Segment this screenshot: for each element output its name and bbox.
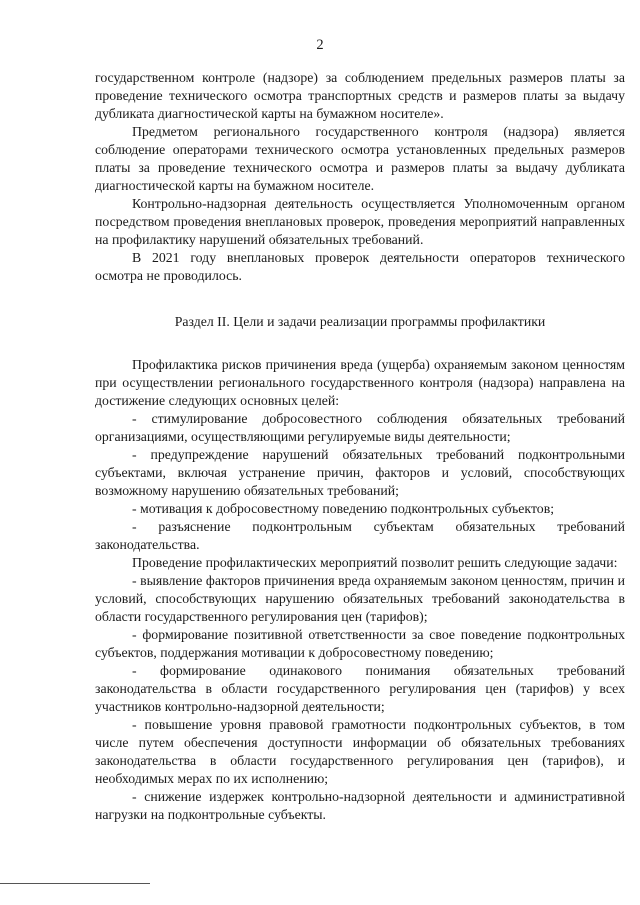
paragraph-prevention-goals: Профилактика рисков причинения вреда (ущерба) охраняемым законом ценностям при осуществлении регионального государственного контроля (надзора) направлена на достижение следующих основных целей: — [95, 357, 625, 408]
paragraph-inspections-2021: В 2021 году внеплановых проверок деятельности операторов технического осмотра не проводилось. — [95, 250, 625, 283]
page-number: 2 — [316, 37, 324, 53]
list-item-task: - повышение уровня правовой грамотности подконтрольных субъектов, в том числе путем обеспечения доступности информации об обязательных требованиях законодательства в области государственного регулирования цен (тарифов), и необходимых мерах по их исполнению; — [95, 717, 625, 786]
list-item-task: - выявление факторов причинения вреда охраняемым законом ценностям, причин и условий, способствующих нарушению обязательных требований законодательства в области государственного регулирования цен (тарифов); — [95, 573, 625, 624]
list-item-goal: - стимулирование добросовестного соблюдения обязательных требований организациями, осуществляющими регулируемые виды деятельности; — [95, 411, 625, 444]
document-body — [95, 69, 625, 824]
list-item-task: - формирование позитивной ответственности за свое поведение подконтрольных субъектов, поддержания мотивации к добросовестному поведению; — [95, 627, 625, 660]
paragraph-control-activity: Контрольно-надзорная деятельность осуществляется Уполномоченным органом посредством проведения внеплановых проверок, проведения мероприятий направленных на профилактику нарушений обязательных требований. — [95, 196, 625, 247]
list-item-goal: - мотивация к добросовестному поведению подконтрольных субъектов; — [132, 501, 555, 516]
paragraph-tasks-intro: Проведение профилактических мероприятий позволит решить следующие задачи: — [132, 555, 618, 570]
list-item-goal: - разъяснение подконтрольным субъектам обязательных требований законодательства. — [95, 519, 625, 552]
section-heading: Раздел II. Цели и задачи реализации программы профилактики — [174, 314, 546, 329]
list-item-task: - формирование одинакового понимания обязательных требований законодательства в области государственного регулирования цен (тарифов) у всех участников контрольно-надзорной деятельности; — [95, 663, 625, 714]
list-item-goal: - предупреждение нарушений обязательных требований подконтрольными субъектами, включая устранение причин, факторов и условий, способствующих возможному нарушению обязательных требований; — [95, 447, 625, 498]
paragraph-subject-of-control: Предметом регионального государственного контроля (надзора) является соблюдение операторами технического осмотра установленных предельных размеров платы за проведение технического осмотра и размеров платы за выдачу дубликата диагностической карты на бумажном носителе. — [95, 124, 625, 193]
footer-divider — [0, 883, 150, 884]
list-item-task: - снижение издержек контрольно-надзорной деятельности и административной нагрузки на подконтрольные субъекты. — [95, 789, 625, 822]
paragraph-continuation: государственном контроле (надзоре) за соблюдением предельных размеров платы за проведение технического осмотра транспортных средств и размеров платы за выдачу дубликата диагностической карты на бумажном носителе». — [95, 70, 625, 121]
